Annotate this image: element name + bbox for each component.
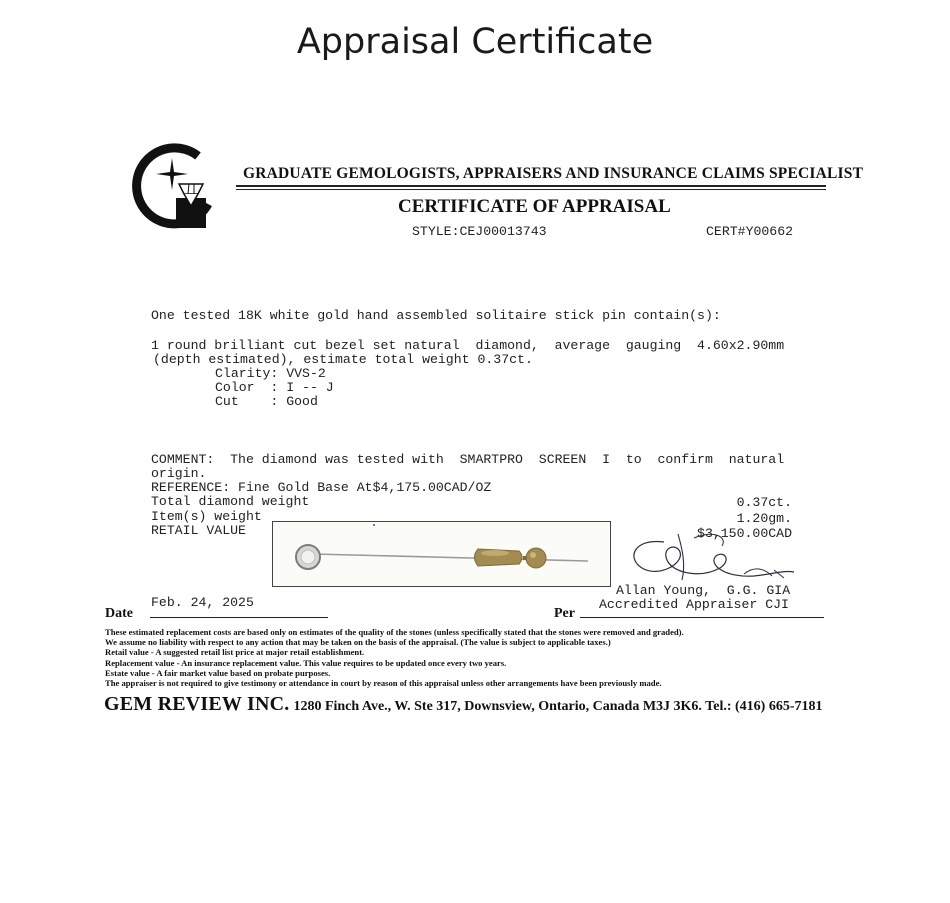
appraiser-signature — [624, 524, 799, 586]
disclaimer-line: Retail value - A suggested retail list price at major retail establishment. — [105, 647, 365, 657]
company-logo — [128, 142, 218, 232]
item-description: One tested 18K white gold hand assembled solitaire stick pin contain(s): — [151, 308, 721, 323]
disclaimer-line: Replacement value - An insurance replacement value. This value requires to be updated once every two years. — [105, 658, 507, 668]
footer — [104, 693, 822, 716]
certificate-number: CERT#Y00662 — [706, 224, 794, 239]
comment-text: COMMENT: The diamond was tested with SMARTPRO SCREEN I to confirm natural — [151, 452, 785, 467]
header-divider-thin — [236, 189, 826, 190]
disclaimer-line: Estate value - A fair market value based on probate purposes. — [105, 668, 331, 678]
disclaimer-line: These estimated replacement costs are based only on estimates of the quality of the stones (unless specifically stated that the stones were removed and graded). — [105, 627, 684, 637]
date-label: Date — [105, 606, 133, 621]
appraisal-date: Feb. 24, 2025 — [151, 595, 254, 610]
item-weight-label: Item(s) weight — [151, 509, 262, 524]
diamond-description: 1 round brilliant cut bezel set natural diamond, average gauging 4.60x2.90mm — [151, 338, 785, 353]
comment-text-cont: origin. — [151, 466, 207, 481]
date-line — [150, 617, 328, 618]
retail-value-label: RETAIL VALUE — [151, 523, 246, 538]
retail-value: $3,150.00CAD — [697, 526, 792, 541]
footer-company: GEM REVIEW INC. — [104, 693, 290, 715]
reference-text: REFERENCE: Fine Gold Base At$4,175.00CAD/OZ — [151, 480, 492, 495]
per-label: Per — [554, 606, 575, 621]
header-divider — [236, 185, 826, 187]
page-title: Appraisal Certificate — [296, 22, 654, 62]
clarity-grade: Clarity: VVS-2 — [215, 366, 326, 381]
color-grade: Color : I -- J — [215, 380, 334, 395]
footer-address: 1280 Finch Ave., W. Ste 317, Downsview, Ontario, Canada M3J 3K6. Tel.: (416) 665-7181 — [293, 699, 823, 714]
disclaimer-line: We assume no liability with respect to any action that may be taken on the basis of the appraisal. (The value is subject to applicable taxes.) — [105, 637, 611, 647]
total-weight-label: Total diamond weight — [151, 494, 310, 509]
appraiser-name: Allan Young, G.G. GIA — [616, 583, 791, 598]
item-weight-value: 1.20gm. — [736, 511, 792, 526]
diamond-description-cont: (depth estimated), estimate total weight 0.37ct. — [153, 352, 533, 367]
per-line — [580, 617, 824, 618]
disclaimer-line: The appraiser is not required to give testimony or attendance in court by reason of this appraisal unless other arrangements have been previously made. — [105, 678, 662, 688]
cut-grade: Cut : Good — [215, 394, 318, 409]
organization-name: GRADUATE GEMOLOGISTS, APPRAISERS AND INSURANCE CLAIMS SPECIALIST — [243, 165, 864, 182]
total-weight-value: 0.37ct. — [736, 495, 792, 510]
certificate-title: CERTIFICATE OF APPRAISAL — [398, 196, 671, 217]
style-code: STYLE:CEJ00013743 — [412, 224, 547, 239]
appraiser-title: Accredited Appraiser CJI — [599, 597, 789, 612]
product-photo — [272, 521, 611, 587]
